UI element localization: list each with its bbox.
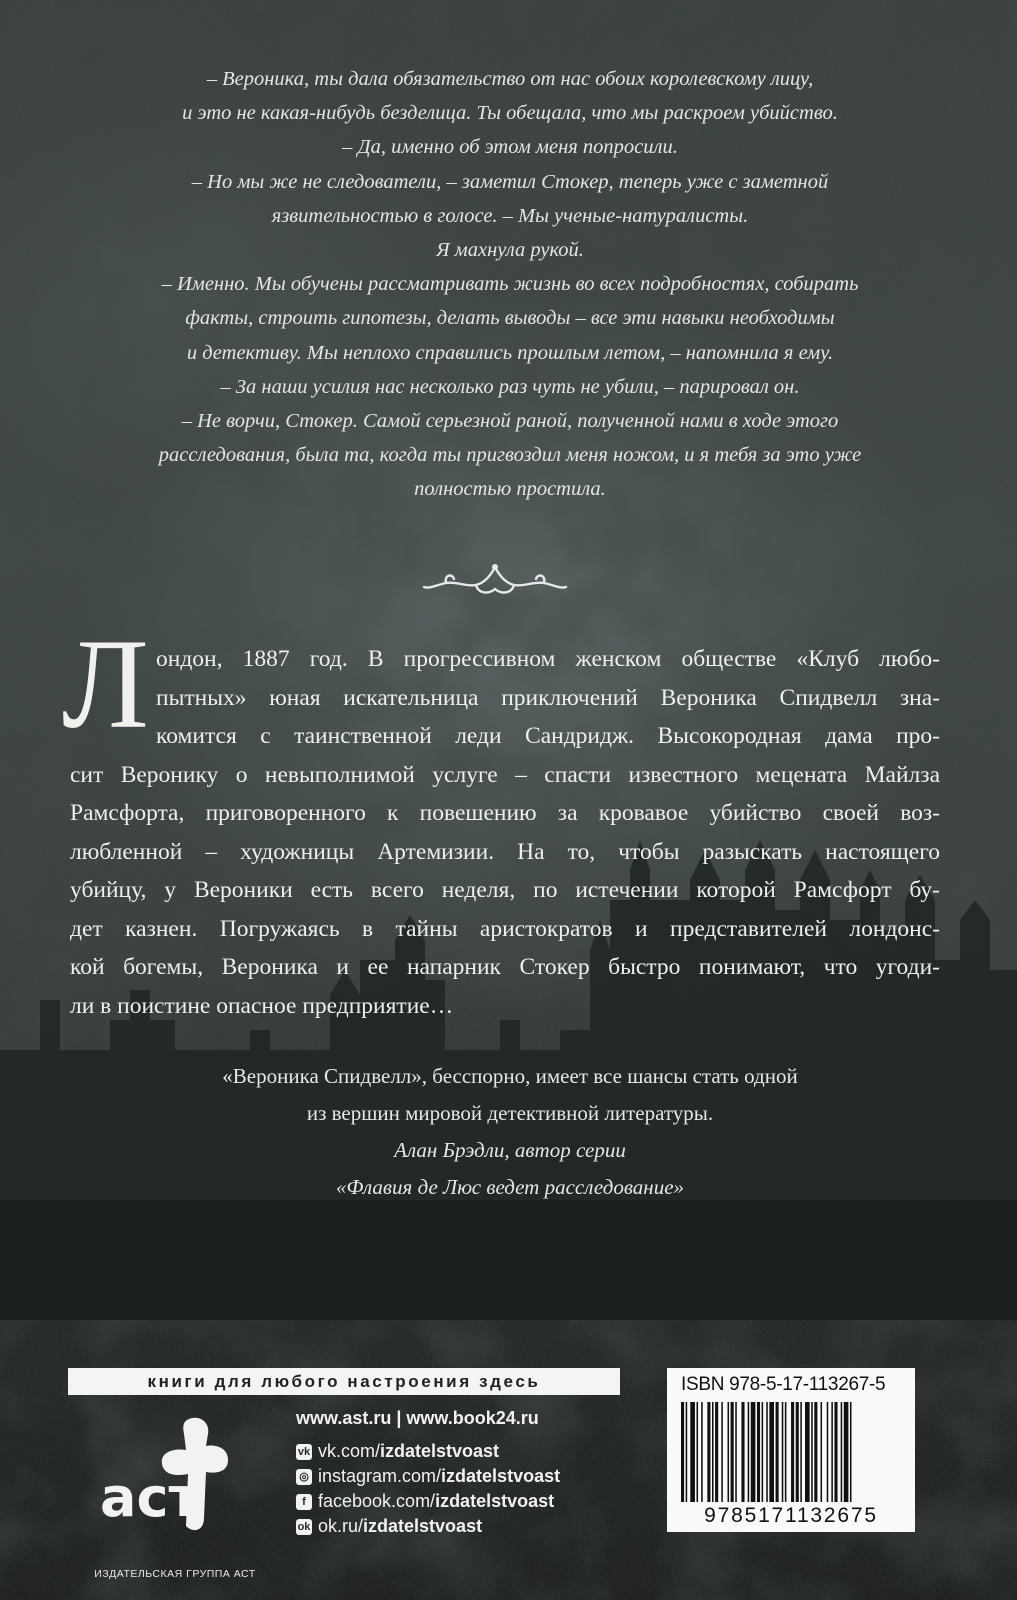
quote-line: и это не какая-нибудь безделица. Ты обещала, что мы раскроем убийство. [182, 102, 838, 125]
publisher-links [296, 1408, 560, 1539]
review-attribution: «Флавия де Люс ведет расследование» [335, 1175, 685, 1199]
barcode-bar [681, 1402, 684, 1502]
barcode-bar [721, 1402, 723, 1502]
synopsis-line: ондон, 1887 год. В прогрессивном женском обществе «Клуб любо- [156, 646, 940, 672]
barcode-bar [796, 1402, 799, 1502]
quote-line: расследования, была та, когда ты пригвоздил меня ножом, и я тебя за это уже [158, 444, 862, 467]
barcode-bar [831, 1402, 833, 1502]
synopsis [70, 640, 940, 1025]
synopsis-line: сит Веронику о невыполнимой услуге – спасти известного мецената Майлза [70, 761, 940, 788]
tagline-bar: книги для любого настроения здесь [68, 1368, 620, 1395]
barcode-bar [805, 1402, 810, 1502]
barcode-digits: 9785171132675 [704, 1504, 878, 1527]
social-handle: izdatelstvoast [435, 1491, 555, 1511]
synopsis-line: кой богемы, Вероника и ее напарник Стокер быстро понимают, что угоди- [70, 954, 940, 980]
barcode-bar [686, 1402, 688, 1502]
synopsis-line: убийцу, у Вероники есть всего неделя, по истечении которой Рамсфорт бу- [70, 877, 940, 903]
facebook-icon: f [296, 1494, 312, 1510]
barcode-bar [751, 1402, 756, 1502]
social-prefix: vk.com/ [318, 1441, 381, 1461]
vk-icon: vk [297, 1445, 311, 1458]
barcode-bar [748, 1402, 750, 1502]
social-link-facebook[interactable] [296, 1489, 560, 1514]
quote-line: – Но мы же не следователи, – заметил Стокер, теперь уже с заметной [191, 170, 829, 193]
barcode-bar [834, 1402, 837, 1502]
barcode-bar [757, 1402, 760, 1502]
quote-line: факты, строить гипотезы, делать выводы – все эти навыки необходимы [185, 307, 835, 330]
barcode-bar [769, 1402, 774, 1502]
barcode-bar [841, 1402, 843, 1502]
ornament-divider-icon [420, 563, 570, 597]
barcode-bar [850, 1402, 852, 1502]
barcode-bar [821, 1402, 823, 1502]
synopsis-line: пытных» юная искательница приключений Вероника Спидвелл зна- [156, 684, 940, 711]
barcode-bar [697, 1402, 699, 1502]
instagram-icon: ◎ [296, 1469, 312, 1485]
synopsis-line: ли в поистине опасное предприятие… [70, 992, 454, 1019]
logo-text: аст [100, 1466, 200, 1529]
social-prefix: ok.ru/ [318, 1516, 364, 1536]
barcode-bar [776, 1402, 779, 1502]
barcode-bar [690, 1402, 695, 1502]
barcode-bar [766, 1402, 768, 1502]
synopsis-line: любленной – художницы Артемизии. На то, чтобы разыскать настоящего [70, 838, 940, 865]
review-text: из вершин мировой детективной литературы. [306, 1101, 714, 1125]
barcode-bar [785, 1402, 787, 1502]
social-link-instagram[interactable] [296, 1464, 560, 1489]
barcode-bar [712, 1402, 714, 1502]
synopsis-line: Рамсфорта, приговоренного к повешению за кровавое убийство своей воз- [70, 800, 940, 826]
review-blurb [150, 1058, 870, 1206]
quote-line: полностью простила. [414, 478, 606, 501]
barcode-bar [735, 1402, 737, 1502]
barcode-bar [844, 1402, 849, 1502]
social-link-odnoklassniki[interactable] [296, 1514, 560, 1539]
barcode-bar [731, 1402, 734, 1502]
barcode-bar [827, 1402, 829, 1502]
synopsis-line: комится с таинственной леди Сандридж. Высокородная дама про- [156, 723, 940, 749]
quote-line: – Не ворчи, Стокер. Самой серьезной раной, полученной нами в ходе этого [181, 410, 839, 433]
quote-line: – За наши усилия нас несколько раз чуть не убили, – парировал он. [220, 375, 800, 398]
quote-line: – Да, именно об этом меня попросили. [342, 136, 678, 159]
barcode-bar [762, 1402, 764, 1502]
isbn-label: ISBN 978-5-17-113267-5 [681, 1374, 886, 1395]
social-handle: izdatelstvoast [441, 1466, 561, 1486]
barcode-bar [814, 1402, 817, 1502]
barcode-bar [800, 1402, 802, 1502]
quote-line: Я махнула рукой. [436, 239, 584, 262]
barcode-icon [681, 1402, 903, 1502]
social-handle: izdatelstvoast [363, 1516, 483, 1536]
social-prefix: facebook.com/ [318, 1491, 436, 1511]
social-handle: izdatelstvoast [380, 1441, 500, 1461]
quote-line: язвительностью в голосе. – Мы ученые-натуралисты. [271, 204, 749, 227]
barcode-bar [811, 1402, 813, 1502]
synopsis-line: дет казнен. Погружаясь в тайны аристократов и представителей лондонс- [70, 915, 940, 942]
quote-line: и детективу. Мы неплохо справились прошлым летом, – напомнила я ему. [186, 341, 834, 364]
social-link-vk[interactable] [296, 1439, 560, 1464]
barcode-bar [715, 1402, 718, 1502]
odnoklassniki-icon: ok [297, 1520, 311, 1533]
publisher-group-label: ИЗДАТЕЛЬСКАЯ ГРУППА АСТ [94, 1568, 256, 1580]
quote-line: – Вероника, ты дала обязательство от нас обоих королевскому лицу, [206, 68, 814, 90]
barcode-bar [728, 1402, 730, 1502]
isbn-barcode-box [667, 1368, 915, 1532]
review-text: «Вероника Спидвелл», бесспорно, имеет все шансы стать одной [222, 1064, 798, 1088]
website-links[interactable]: www.ast.ru | www.book24.ru [296, 1408, 539, 1428]
ast-logo-icon [92, 1408, 252, 1558]
barcode-bar [707, 1402, 710, 1502]
barcode-bar [701, 1402, 703, 1502]
excerpt-quote [70, 62, 950, 507]
barcode-bar [741, 1402, 744, 1502]
review-attribution: Алан Брэдли, автор серии [394, 1138, 626, 1162]
drop-cap: Л [62, 613, 149, 755]
quote-line: – Именно. Мы обучены рассматривать жизнь во всех подробностях, собирать [161, 273, 859, 296]
social-prefix: instagram.com/ [318, 1466, 442, 1486]
barcode-bar [782, 1402, 784, 1502]
barcode-bar [791, 1402, 794, 1502]
